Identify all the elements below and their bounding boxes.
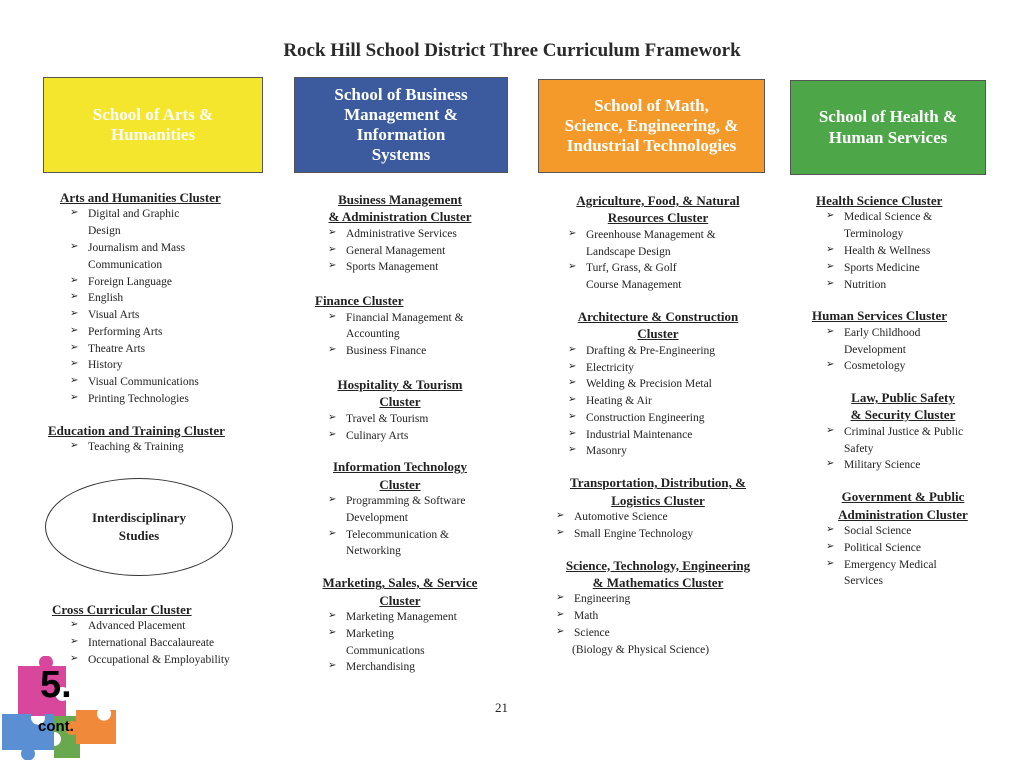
school-title-line: Management &	[344, 104, 458, 124]
architecture-list	[562, 343, 768, 460]
law-public-safety-list	[820, 424, 998, 474]
list-item: ➢ Printing Technologies	[64, 391, 278, 408]
list-item: ➢ Advanced Placement	[64, 618, 272, 635]
section-number-badge: 5.	[40, 664, 72, 706]
section-continued-label: cont.	[38, 718, 74, 735]
architecture-cluster-title: Architecture & Construction Cluster	[577, 308, 739, 342]
school-title-line: Humanities	[110, 125, 196, 144]
interdisciplinary-studies-oval	[45, 478, 233, 576]
list-item: ➢ Greenhouse Management & Landscape Design	[562, 227, 768, 261]
list-item: ➢ Electricity	[562, 360, 768, 377]
list-item: ➢ Merchandising	[322, 659, 500, 676]
list-item: ➢ Telecommunication & Networking	[322, 527, 500, 561]
list-item: ➢ Emergency Medical Services	[820, 557, 998, 591]
oval-line: Interdisciplinary	[92, 509, 186, 525]
education-training-cluster-title: Education and Training Cluster	[48, 422, 225, 438]
list-item: ➢ Business Finance	[322, 343, 500, 360]
school-title-line: Industrial Technologies	[566, 136, 737, 156]
column-health	[808, 192, 998, 590]
marketing-list	[322, 609, 500, 676]
list-item: ➢ Engineering	[550, 591, 768, 608]
list-item: ➢ Culinary Arts	[322, 428, 500, 445]
column-business	[300, 191, 500, 676]
column-math-science	[548, 192, 768, 659]
list-item: ➢ Marketing Communications	[322, 626, 500, 660]
list-item: ➢ Foreign Language	[64, 274, 278, 291]
list-item: ➢ Construction Engineering	[562, 410, 768, 427]
list-item: ➢ Social Science	[820, 523, 998, 540]
list-item: ➢ Financial Management & Accounting	[322, 310, 500, 344]
list-item: ➢ Sports Medicine	[820, 260, 998, 277]
school-title-line: Systems	[371, 145, 431, 165]
transportation-cluster-title: Transportation, Distribution, & Logistics Cluster	[570, 475, 746, 508]
school-title-line: School of Math,	[594, 95, 709, 115]
health-science-cluster-title: Health Science Cluster	[816, 193, 943, 208]
government-cluster-title: Government & Public Administration Cluster	[838, 489, 968, 522]
list-item: ➢ Political Science	[820, 540, 998, 557]
oval-line: Studies	[118, 528, 160, 543]
list-item: ➢ Drafting & Pre-Engineering	[562, 343, 768, 360]
information-technology-cluster-title: Information Technology Cluster	[333, 459, 467, 492]
list-item: ➢ Masonry	[562, 443, 768, 460]
page-number: 21	[495, 700, 508, 715]
education-training-list	[64, 439, 278, 456]
human-services-list	[820, 325, 998, 375]
list-item: ➢ Heating & Air	[562, 393, 768, 410]
school-math-science-box	[538, 79, 765, 173]
business-management-list	[322, 226, 500, 276]
list-item: ➢ Theatre Arts	[64, 341, 278, 358]
stem-cluster-title: Science, Technology, Engineering & Mathematics Cluster	[565, 557, 751, 590]
school-title-line: School of Arts &	[92, 104, 214, 124]
list-item: ➢ Health & Wellness	[820, 243, 998, 260]
list-item: ➢ Criminal Justice & Public Safety	[820, 424, 998, 458]
list-item: ➢ Nutrition	[820, 277, 998, 294]
arts-humanities-cluster-title: Arts and Humanities Cluster	[60, 190, 221, 205]
school-title-line: School of Health &	[818, 107, 958, 127]
list-item: ➢ Science	[550, 625, 768, 642]
list-item: ➢ Programming & Software Development	[322, 493, 500, 527]
school-title-line: Science, Engineering, &	[564, 115, 739, 135]
list-item: ➢ History	[64, 357, 278, 374]
list-item: ➢ English	[64, 290, 278, 307]
list-item: ➢ Small Engine Technology	[550, 526, 768, 543]
business-management-cluster-title: Business Management & Administration Cluster	[328, 192, 472, 225]
finance-cluster-title: Finance Cluster	[315, 293, 404, 309]
hospitality-tourism-cluster-title: Hospitality & Tourism Cluster	[337, 376, 463, 410]
list-item: ➢ Visual Communications	[64, 374, 278, 391]
agriculture-list	[562, 227, 768, 294]
page-title: Rock Hill School District Three Curriculum Framework	[283, 40, 741, 61]
school-health-box	[790, 80, 986, 175]
school-arts-humanities-box	[43, 77, 263, 173]
list-item: ➢ Occupational & Employability	[64, 652, 272, 669]
information-technology-list	[322, 493, 500, 560]
list-item: ➢ General Management	[322, 243, 500, 260]
agriculture-cluster-title: Agriculture, Food, & Natural Resources Cluster	[576, 193, 740, 226]
government-list	[820, 523, 998, 590]
school-title-line: Information	[356, 125, 446, 144]
list-item: ➢ Digital and Graphic Design	[64, 206, 278, 240]
list-item: ➢ Cosmetology	[820, 358, 998, 375]
list-item: ➢ Sports Management	[322, 259, 500, 276]
hospitality-tourism-list	[322, 411, 500, 445]
cross-curricular-cluster-title: Cross Curricular Cluster	[52, 602, 192, 617]
arts-humanities-list	[64, 206, 278, 407]
marketing-cluster-title: Marketing, Sales, & Service Cluster	[322, 575, 478, 608]
list-item: ➢ Teaching & Training	[64, 439, 278, 456]
school-title-line: School of Business	[334, 84, 468, 104]
human-services-cluster-title: Human Services Cluster	[812, 308, 948, 324]
list-item: ➢ Journalism and Mass Communication	[64, 240, 278, 274]
school-business-box	[294, 77, 508, 173]
health-science-list	[820, 209, 998, 293]
school-title-line: Human Services	[828, 127, 948, 147]
list-item: ➢ Early Childhood Development	[820, 325, 998, 359]
stem-list	[550, 591, 768, 641]
list-item: ➢ Welding & Precision Metal	[562, 376, 768, 393]
list-item: ➢ Performing Arts	[64, 324, 278, 341]
list-item: ➢ Industrial Maintenance	[562, 427, 768, 444]
finance-list	[322, 310, 500, 360]
list-item: ➢ Travel & Tourism	[322, 411, 500, 428]
law-public-safety-cluster-title: Law, Public Safety & Security Cluster	[850, 390, 956, 423]
list-item: ➢ Military Science	[820, 457, 998, 474]
list-item: ➢ Turf, Grass, & Golf Course Management	[562, 260, 768, 294]
list-item: ➢ Administrative Services	[322, 226, 500, 243]
list-item: ➢ Automotive Science	[550, 509, 768, 526]
list-item: ➢ Marketing Management	[322, 609, 500, 626]
list-item: ➢ International Baccalaureate	[64, 635, 272, 652]
list-item: ➢ Math	[550, 608, 768, 625]
stem-note: (Biology & Physical Science)	[572, 643, 710, 656]
list-item: ➢ Visual Arts	[64, 307, 278, 324]
list-item: ➢ Medical Science & Terminology	[820, 209, 998, 243]
column-arts	[48, 189, 278, 456]
transportation-list	[550, 509, 768, 543]
